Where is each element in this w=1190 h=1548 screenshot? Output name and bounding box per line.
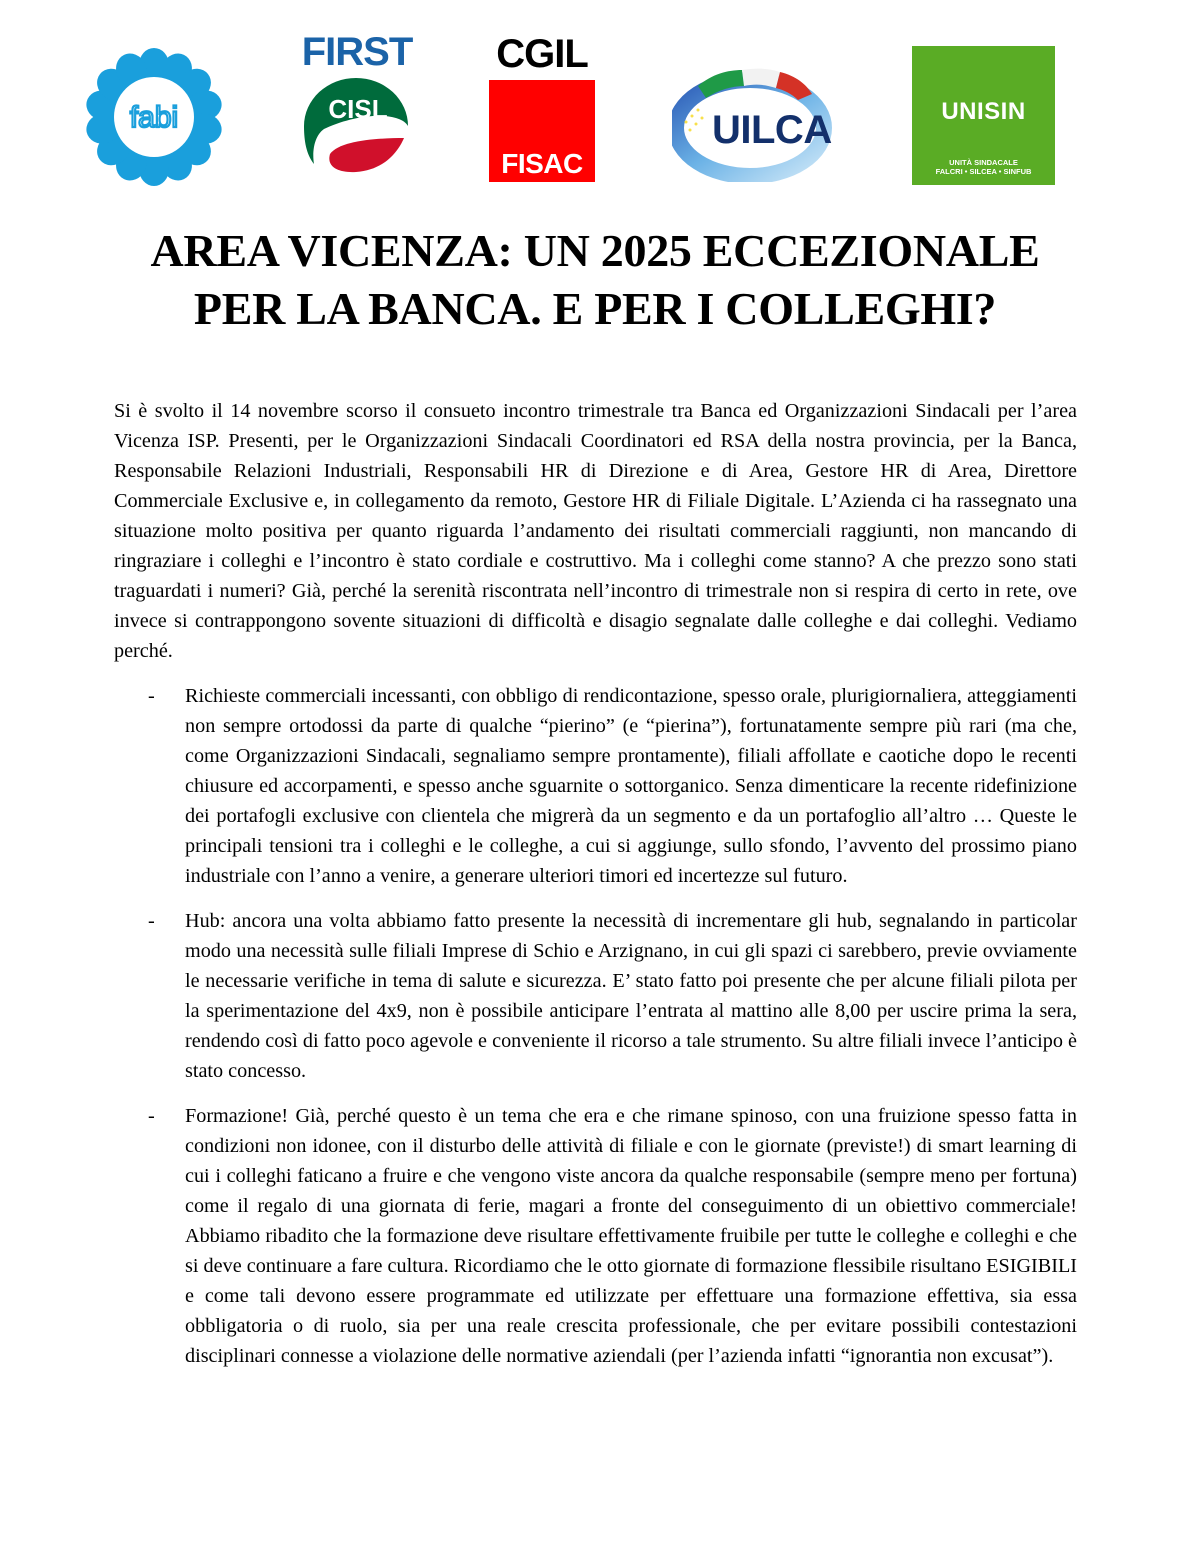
cgil-fisac-logo xyxy=(487,32,597,182)
unisin-subtitle xyxy=(912,158,1055,176)
bullet-text: Formazione! Già, perché questo è un tema che era e che rimane spinoso, con una fruizione spesso fatta in condizioni non idonee, con il disturbo delle attività di filiale e con le giornate (previste!) di smart learning di cui i colleghi faticano a fruire e che vengono viste ancora da qualche responsabile (sempre meno per fortuna) come il regalo di una giornata di ferie, magari a fronte del conseguimento di un obiettivo commerciale! Abbiamo ribadito che la formazione deve risultare effettivamente fruibile per tutte le colleghe e colleghi e che si deve continuare a fare cultura. Ricordiamo che le otto giornate di formazione flessibile risultano ESIGIBILI e come tali devono essere programmate ed utilizzate per effettuare una formazione effettiva, sia essa obbligatoria o di ruolo, sia per una reale crescita professionale, che per evitare possibili contestazioni disciplinari connesse a violazione delle normative aziendali (per l’azienda infatti “ignorantia non excusat”). xyxy=(185,1105,1077,1367)
unisin-logo-text: UNISIN xyxy=(941,98,1026,125)
bullet-item-hub xyxy=(114,906,1077,1086)
bullet-dash: - xyxy=(148,1105,155,1127)
cgil-logo-text: CGIL xyxy=(496,32,588,76)
bullet-dash: - xyxy=(148,910,155,932)
cisl-emblem-icon xyxy=(300,74,412,174)
fisac-logo-text: FISAC xyxy=(501,148,583,179)
bullet-item-formazione xyxy=(114,1101,1077,1371)
unisin-subtitle-line1: UNITÀ SINDACALE xyxy=(949,158,1018,167)
fabi-logo xyxy=(84,47,224,187)
bullet-list xyxy=(114,681,1077,1371)
union-logos-header xyxy=(0,0,1190,200)
uilca-logo-text: UILCA xyxy=(712,108,832,152)
unisin-logo xyxy=(912,46,1055,185)
fabi-flower-icon xyxy=(84,47,224,187)
bullet-dash: - xyxy=(148,685,155,707)
intro-paragraph: Si è svolto il 14 novembre scorso il consueto incontro trimestrale tra Banca ed Organizzazioni Sindacali per l’area Vicenza ISP. Presenti, per le Organizzazioni Sindacali Coordinatori ed RSA della nostra provincia, per la Banca, Responsabile Relazioni Industriali, Responsabili HR di Direzione e di Area, Gestore HR di Area, Direttore Commerciale Exclusive e, in collegamento da remoto, Gestore HR di Filiale Digitale. L’Azienda ci ha rassegnato una situazione molto positiva per quanto riguarda l’andamento dei risultati commerciali raggiunti, non mancando di ringraziare i colleghi e l’incontro è stato cordiale e costruttivo. Ma i colleghi come stanno? A che prezzo sono stati traguardati i numeri? Già, perché la serenità riscontrata nell’incontro di trimestrale non si respira di certo in rete, ove invece si contrappongono sovente situazioni di difficoltà e disagio segnalate dalle colleghe e dai colleghi. Vediamo perché. xyxy=(114,400,1077,662)
fabi-logo-text: fabi xyxy=(129,101,179,134)
bullet-text: Hub: ancora una volta abbiamo fatto presente la necessità di incrementare gli hub, segnalando in particolar modo una necessità sulle filiali Imprese di Schio e Arzignano, in cui gli spazi ci sarebbero, previe ovviamente le necessarie verifiche in tema di salute e sicurezza. E’ stato fatto poi presente che per alcune filiali pilota per la sperimentazione del 4x9, non è possibile anticipare l’entrata al mattino alle 8,00 per uscire prima la sera, rendendo così di fatto poco agevole e conveniente il ricorso a tale strumento. Su altre filiali invece l’anticipo è stato concesso. xyxy=(185,910,1077,1082)
uilca-logo xyxy=(672,64,844,182)
first-cisl-logo xyxy=(294,30,420,174)
title-line-2: PER LA BANCA. E PER I COLLEGHI? xyxy=(193,283,997,334)
first-logo-text: FIRST xyxy=(301,30,413,74)
bullet-item-commercial-pressure xyxy=(114,681,1077,891)
cisl-logo-text: CISL xyxy=(328,94,388,124)
bullet-text: Richieste commerciali incessanti, con obbligo di rendicontazione, spesso orale, plurigiornaliera, atteggiamenti non sempre ortodossi da parte di qualche “pierino” (e “pierina”), fortunatamente sempre più rari (ma che, come Organizzazioni Sindacali, segnaliamo sempre prontamente), filiali affollate e caotiche dopo le recenti chiusure ed accorpamenti, e spesso anche sguarnite o sottorganico. Senza dimenticare la recente ridefinizione dei portafogli exclusive con clientela che migrerà da un segmento e da un portafoglio all’altro … Queste le principali tensioni tra i colleghi e le colleghe, a cui si aggiunge, sullo sfondo, l’avvento del prossimo piano industriale con l’anno a venire, a generare ulteriori timori ed incertezze sul futuro. xyxy=(185,685,1077,887)
document-body xyxy=(114,396,1077,1371)
unisin-subtitle-line2: FALCRI • SILCEA • SINFUB xyxy=(935,167,1032,176)
document-title xyxy=(60,222,1130,338)
fisac-red-block xyxy=(489,80,595,182)
title-line-1: AREA VICENZA: UN 2025 ECCEZIONALE xyxy=(150,225,1040,276)
